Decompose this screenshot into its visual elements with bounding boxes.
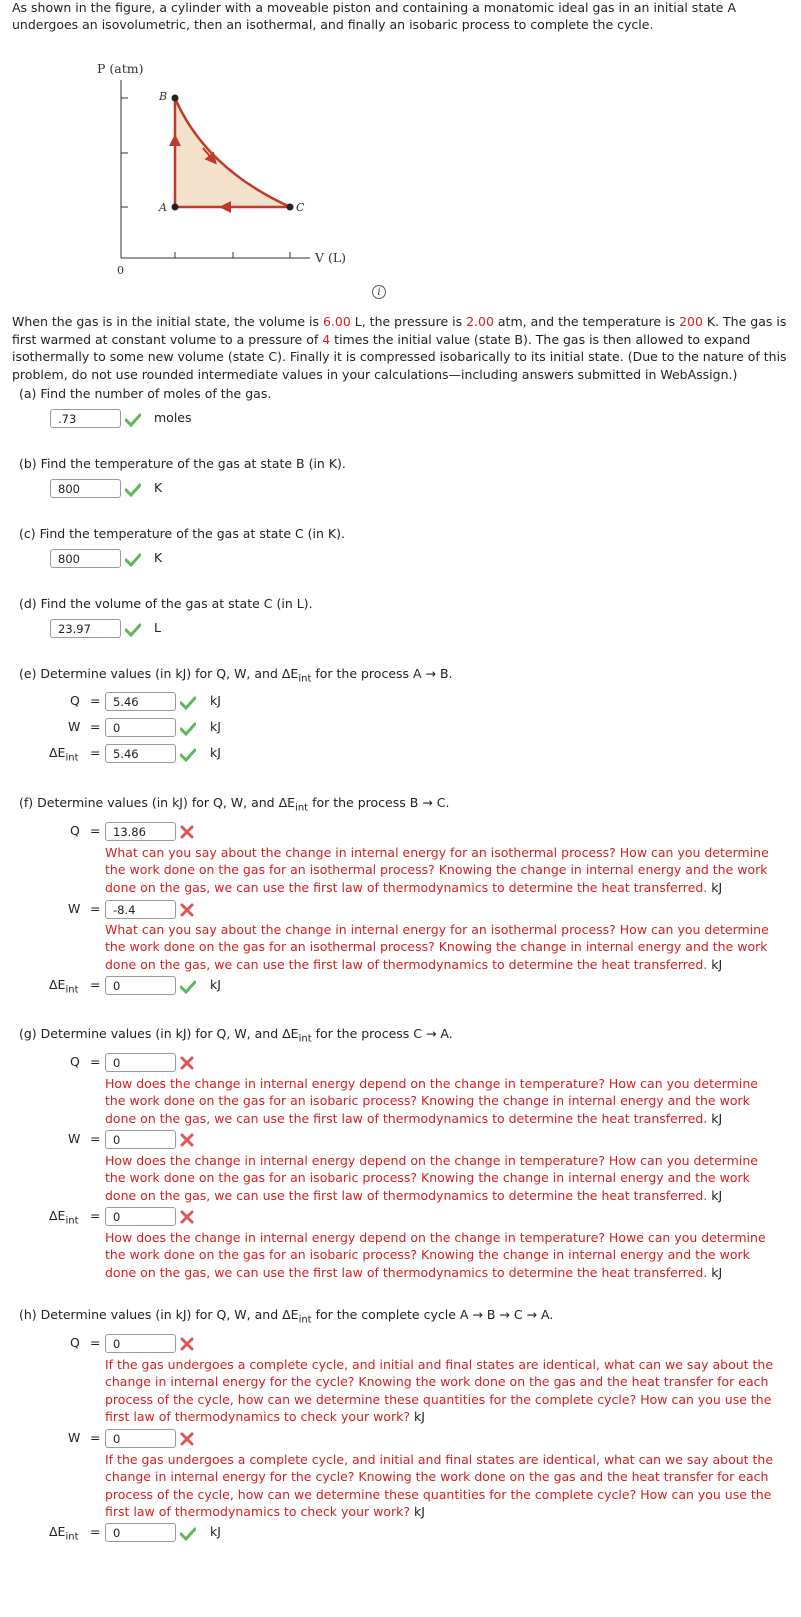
correct-check-icon bbox=[125, 413, 141, 427]
point-c-label: C bbox=[296, 201, 305, 214]
point-b-dot bbox=[172, 95, 179, 102]
q-label: Q bbox=[70, 1335, 80, 1350]
hint-g-de: How does the change in internal energy depend on the change in temperature? Howe can you determine the work done on the gas for an isobaric process? Knowing the change in internal energy and the work done on the gas, we can use the first law of thermodynamics to determine the heat transferred. kJ bbox=[105, 1230, 766, 1280]
p-axis-label: P (atm) bbox=[97, 61, 144, 76]
multiplier-value: 4 bbox=[322, 331, 331, 347]
w-label: W bbox=[68, 719, 81, 734]
hint-h-w: If the gas undergoes a complete cycle, and initial and final states are identical, what can we say about the change in internal energy for the cycle? Knowing the work done on the gas and the heat transfer for each process of the cycle, how can we determine these quantities for the complete cycle? How can you use the first law of thermodynamics to check your work? kJ bbox=[105, 1452, 774, 1519]
equals: = bbox=[90, 1335, 101, 1350]
problem-description: When the gas is in the initial state, the volume is 6.00 L, the pressure is 2.00 atm, and the temperature is 200 K. The gas is first warmed at constant volume to a pressure of 4 times the initial value (state B). The gas is then allowed to expand isothermally to some new volume (state C). Finally it is compressed isobarically to its initial state. (Due to the nature of this problem, do not use rounded intermediate values in your calculations—including answers submitted in WebAssign.) bbox=[12, 314, 787, 382]
incorrect-x-icon bbox=[180, 825, 194, 839]
delta-e-label: $\Delta E_{int}$ bbox=[49, 745, 79, 764]
unit-kj: kJ bbox=[210, 745, 221, 760]
answer-b-input[interactable]: 800 bbox=[50, 479, 121, 498]
origin-label: 0 bbox=[117, 264, 124, 277]
correct-check-icon bbox=[180, 696, 196, 710]
equals: = bbox=[90, 901, 101, 916]
q-label: Q bbox=[70, 693, 80, 708]
point-c-dot bbox=[287, 204, 294, 211]
cycle-area bbox=[175, 98, 290, 207]
answer-e-w-input[interactable]: 0 bbox=[105, 718, 176, 737]
delta-e-label: $\Delta E_{int}$ bbox=[49, 977, 79, 996]
incorrect-x-icon bbox=[180, 1337, 194, 1351]
unit-kj: kJ bbox=[210, 977, 221, 992]
answer-f-w-input[interactable]: -8.4 bbox=[105, 900, 176, 919]
equals: = bbox=[90, 1054, 101, 1069]
intro-text: As shown in the figure, a cylinder with a moveable piston and containing a monatomic ideal gas in an initial state A undergoes an isovolumetric, then an isothermal, and finally an isobaric process to complete the cycle. bbox=[12, 0, 736, 32]
question-h: (h) Determine values (in kJ) for Q, W, and $\Delta E_{int}$ for the complete cycle A → B → C → A. bbox=[19, 1307, 554, 1326]
incorrect-x-icon bbox=[180, 1133, 194, 1147]
q-label: Q bbox=[70, 823, 80, 838]
equals: = bbox=[90, 719, 101, 734]
unit-b: K bbox=[154, 480, 163, 495]
v-axis-label: V (L) bbox=[315, 250, 347, 265]
equals: = bbox=[90, 977, 101, 992]
point-b-label: B bbox=[159, 90, 168, 103]
hint-g-w: How does the change in internal energy depend on the change in temperature? How can you determine the work done on the gas for an isobaric process? Knowing the change in internal energy and the work done on the gas, we can use the first law of thermodynamics to determine the heat transferred. kJ bbox=[105, 1153, 758, 1203]
answer-h-de-input[interactable]: 0 bbox=[105, 1523, 176, 1542]
q-label: Q bbox=[70, 1054, 80, 1069]
incorrect-x-icon bbox=[180, 1056, 194, 1070]
point-a-dot bbox=[172, 204, 179, 211]
point-a-label: A bbox=[159, 201, 167, 214]
equals: = bbox=[90, 1131, 101, 1146]
correct-check-icon bbox=[125, 483, 141, 497]
hint-g-q: How does the change in internal energy depend on the change in temperature? How can you determine the work done on the gas for an isobaric process? Knowing the change in internal energy and the work done on the gas, we can use the first law of thermodynamics to determine the heat transferred. kJ bbox=[105, 1076, 758, 1126]
answer-a-input[interactable]: .73 bbox=[50, 409, 121, 428]
unit-kj: kJ bbox=[210, 693, 221, 708]
answer-e-de-input[interactable]: 5.46 bbox=[105, 744, 176, 763]
unit-c: K bbox=[154, 550, 163, 565]
question-f: (f) Determine values (in kJ) for Q, W, and $\Delta E_{int}$ for the process B → C. bbox=[19, 795, 450, 814]
incorrect-x-icon bbox=[180, 1210, 194, 1224]
incorrect-x-icon bbox=[180, 1432, 194, 1446]
answer-h-w-input[interactable]: 0 bbox=[105, 1429, 176, 1448]
equals: = bbox=[90, 745, 101, 760]
answer-g-w-input[interactable]: 0 bbox=[105, 1130, 176, 1149]
answer-c-input[interactable]: 800 bbox=[50, 549, 121, 568]
question-g: (g) Determine values (in kJ) for Q, W, and $\Delta E_{int}$ for the process C → A. bbox=[19, 1026, 453, 1045]
w-label: W bbox=[68, 1430, 81, 1445]
volume-value: 6.00 bbox=[322, 314, 351, 329]
question-e: (e) Determine values (in kJ) for Q, W, and $\Delta E_{int}$ for the process A → B. bbox=[19, 666, 453, 685]
correct-check-icon bbox=[125, 623, 141, 637]
delta-e-label: $\Delta E_{int}$ bbox=[49, 1524, 79, 1543]
delta-e-label: $\Delta E_{int}$ bbox=[49, 1208, 79, 1227]
temperature-value: 200 bbox=[679, 314, 703, 329]
question-c: (c) Find the temperature of the gas at state C (in K). bbox=[19, 526, 345, 541]
answer-f-q-input[interactable]: 13.86 bbox=[105, 822, 176, 841]
equals: = bbox=[90, 1430, 101, 1445]
answer-f-de-input[interactable]: 0 bbox=[105, 976, 176, 995]
hint-f-w: What can you say about the change in internal energy for an isothermal process? How can you determine the work done on the gas for an isothermal process? Knowing the change in internal energy and the work done on the gas, we can use the first law of thermodynamics to determine the heat transferred. kJ bbox=[105, 922, 769, 972]
w-label: W bbox=[68, 1131, 81, 1146]
answer-g-de-input[interactable]: 0 bbox=[105, 1207, 176, 1226]
unit-kj: kJ bbox=[210, 719, 221, 734]
hint-h-q: If the gas undergoes a complete cycle, and initial and final states are identical, what can we say about the change in internal energy for the cycle? Knowing the work done on the gas and the heat transfer for each process of the cycle, how can we determine these quantities for the complete cycle? How can you use the first law of thermodynamics to check your work? kJ bbox=[105, 1357, 774, 1424]
question-a: (a) Find the number of moles of the gas. bbox=[19, 386, 272, 401]
equals: = bbox=[90, 1208, 101, 1223]
answer-g-q-input[interactable]: 0 bbox=[105, 1053, 176, 1072]
equals: = bbox=[90, 823, 101, 838]
info-icon[interactable]: i bbox=[372, 285, 386, 299]
unit-d: L bbox=[154, 620, 161, 635]
correct-check-icon bbox=[180, 1527, 196, 1541]
correct-check-icon bbox=[180, 980, 196, 994]
answer-e-q-input[interactable]: 5.46 bbox=[105, 692, 176, 711]
unit-a: moles bbox=[154, 410, 192, 425]
hint-f-q: What can you say about the change in internal energy for an isothermal process? How can you determine the work done on the gas for an isothermal process? Knowing the change in internal energy and the work done on the gas, we can use the first law of thermodynamics to determine the heat transferred. kJ bbox=[105, 845, 769, 895]
correct-check-icon bbox=[180, 722, 196, 736]
question-d: (d) Find the volume of the gas at state C (in L). bbox=[19, 596, 313, 611]
pv-diagram bbox=[85, 58, 375, 278]
pressure-value: 2.00 bbox=[466, 314, 494, 329]
answer-h-q-input[interactable]: 0 bbox=[105, 1334, 176, 1353]
incorrect-x-icon bbox=[180, 903, 194, 917]
equals: = bbox=[90, 693, 101, 708]
answer-d-input[interactable]: 23.97 bbox=[50, 619, 121, 638]
correct-check-icon bbox=[125, 553, 141, 567]
correct-check-icon bbox=[180, 748, 196, 762]
w-label: W bbox=[68, 901, 81, 916]
equals: = bbox=[90, 1524, 101, 1539]
unit-kj: kJ bbox=[210, 1524, 221, 1539]
question-b: (b) Find the temperature of the gas at state B (in K). bbox=[19, 456, 346, 471]
